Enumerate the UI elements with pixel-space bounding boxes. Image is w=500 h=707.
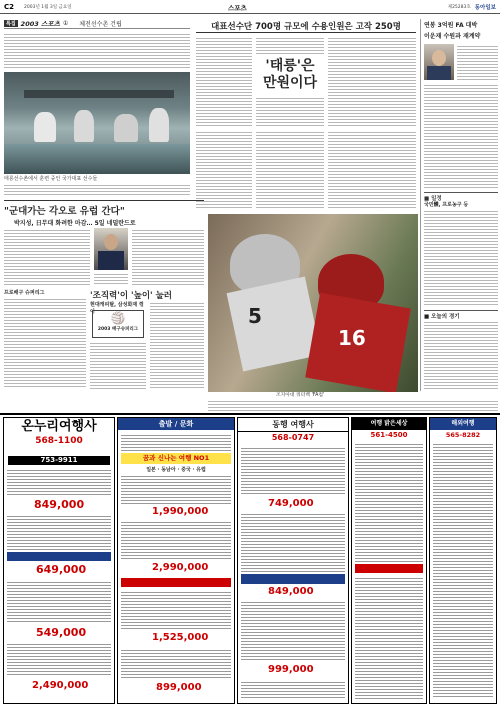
ad2-banner: 꿈과 신나는 여행 NO1: [121, 453, 231, 464]
volleyball-logo: [92, 310, 144, 338]
ad4-band: [355, 564, 423, 573]
photo-caption-text: [4, 183, 190, 197]
ad-section-rule: [0, 413, 500, 415]
story2-text-2: [132, 228, 204, 286]
series-tag: 특집: [6, 21, 16, 27]
photo-player-portrait: [424, 44, 454, 80]
ad4-list-1: [355, 442, 423, 562]
ad1-list-2: [7, 514, 111, 550]
ad5-title: 해외여행: [430, 418, 496, 430]
ad2-list-3: [121, 520, 231, 560]
ad3-title: 동행 여행사: [238, 418, 348, 432]
ad1-list-4: [7, 642, 111, 676]
issue-number: 제25283호: [447, 4, 471, 10]
side-headline-2: 이운재 수원과 재계약: [424, 33, 481, 40]
side-box-title-1: ■ 일정: [424, 192, 498, 202]
story2-text-3: [94, 272, 128, 286]
story3-text-2: [90, 341, 146, 389]
ad1-price-4: 2,490,000: [32, 680, 89, 691]
ad2-band: [121, 578, 231, 587]
photo-football: 5 16: [208, 214, 418, 392]
page-number: C2: [4, 2, 15, 11]
series-number: ①: [62, 20, 69, 27]
big-quote: [256, 58, 324, 92]
ad3-list-1: [241, 446, 345, 496]
side-headline-1: 연봉 3억원 FA 대박: [424, 22, 478, 29]
volleyball-icon: 🏐: [110, 311, 126, 325]
story3-subhead: 현대캐피탈, 삼성화재 꺾어: [90, 302, 144, 315]
story3-kicker: 프로배구 슈퍼리그: [4, 290, 45, 296]
story2-rule: [4, 200, 204, 201]
ad1-band: [7, 552, 111, 561]
ad2-list-2: [121, 474, 231, 504]
ad3-list-4: [241, 680, 345, 700]
ad2-price-3: 1,525,000: [152, 632, 209, 643]
ad-center-travel[interactable]: [117, 417, 235, 704]
ad-overseas-travel[interactable]: [429, 417, 497, 704]
ad1-list-3: [7, 580, 111, 624]
ad-onnuri-travel[interactable]: [3, 417, 115, 704]
main-story-text-4: [328, 36, 416, 126]
ad1-list-1: [7, 468, 111, 496]
side-text-1: [457, 44, 498, 80]
story3-headline: '조직력'이 '높이' 눌러: [90, 291, 173, 301]
ad1-price-3: 549,000: [36, 626, 87, 639]
main-story-text-1: [196, 36, 252, 126]
ad1-price-2: 649,000: [36, 563, 87, 576]
ad1-price-1: 849,000: [34, 498, 85, 511]
series-title: 2003 스포츠: [20, 20, 60, 28]
ad2-list-1: [121, 433, 231, 451]
side-text-4: [424, 320, 498, 390]
ad3-price-1: 749,000: [268, 498, 314, 509]
ad3-price-2: 849,000: [268, 586, 314, 597]
ad2-list-4: [121, 590, 231, 630]
main-story-text-7: [328, 130, 416, 208]
ad2-list-5: [121, 648, 231, 680]
ad3-list-3: [241, 600, 345, 660]
story3-text-3: [150, 301, 204, 389]
photo-swimming: [4, 72, 190, 174]
ad5-phone: 565-8282: [445, 431, 481, 439]
photo-football-caption: 조지아대 쿼터백 'FA컵': [276, 393, 325, 398]
ad-balgunsesang-travel[interactable]: [351, 417, 427, 704]
ad3-band: [241, 574, 345, 584]
story2-text-1: [4, 228, 90, 286]
issue-date: 2003년 1월 3일 금요일: [24, 4, 72, 10]
photo-park-jisung: [94, 228, 128, 270]
ad2-title: 출발 / 문화: [118, 418, 234, 430]
ad2-sub: 일본 · 동남아 · 중국 · 유럽: [146, 467, 206, 473]
ad2-price-1: 1,990,000: [152, 506, 209, 517]
series-header: [4, 19, 190, 29]
main-story-text-2: [256, 36, 324, 56]
story2-headline: "군대가는 각오로 유럽 간다": [4, 206, 125, 217]
headline-rule: [196, 32, 416, 33]
main-story-text-5: [196, 130, 252, 208]
ad5-list-1: [433, 442, 493, 698]
series-topic: 체전선수촌 건립: [79, 21, 122, 28]
ad1-phone: 568-1100: [35, 436, 83, 446]
main-headline: 대표선수단 700명 규모에 수용인원은 고작 250명: [211, 22, 401, 32]
ad4-phone: 561-4500: [370, 431, 408, 439]
ad3-list-2: [241, 512, 345, 572]
side-box-title-2: ■ 오늘의 경기: [424, 310, 498, 320]
football-caption-text: [208, 399, 498, 411]
quote-line-1: '태릉'은: [265, 58, 315, 74]
sidebar-divider: [420, 19, 421, 391]
ad-donghaeng-travel[interactable]: [237, 417, 349, 704]
ad1-title: 온누리여행사: [21, 419, 97, 434]
ad2-price-2: 2,990,000: [152, 562, 209, 573]
series-intro-text: [4, 32, 190, 68]
ad2-price-4: 899,000: [156, 682, 202, 693]
ad1-phone2: 753-9911: [8, 456, 110, 465]
ad4-title: 여행 밝은세상: [352, 418, 426, 430]
side-box-sub-1: 국민體, 프로농구 등: [424, 202, 469, 208]
side-text-2: [424, 83, 498, 189]
ad3-phone: 568-0747: [271, 433, 315, 442]
page-header: [0, 0, 500, 14]
photo-swimming-caption: 태릉선수촌에서 훈련 중인 국가대표 선수들: [4, 176, 98, 182]
main-story-text-3: [256, 96, 324, 126]
story3-text-1: [4, 297, 86, 389]
story2-subhead: 박지성, 日무대 화려한 마감… 5일 네덜란드로: [14, 220, 136, 227]
side-text-3: [424, 209, 498, 307]
paper-logo: 동아일보: [474, 4, 496, 11]
volleyball-logo-text: 2003 배구슈퍼리그: [97, 327, 139, 332]
ad4-list-2: [355, 576, 423, 700]
section-name: 스포츠: [228, 4, 247, 12]
quote-line-2: 만원이다: [262, 75, 318, 91]
ad3-price-3: 999,000: [268, 664, 314, 675]
main-story-text-6: [256, 130, 324, 208]
